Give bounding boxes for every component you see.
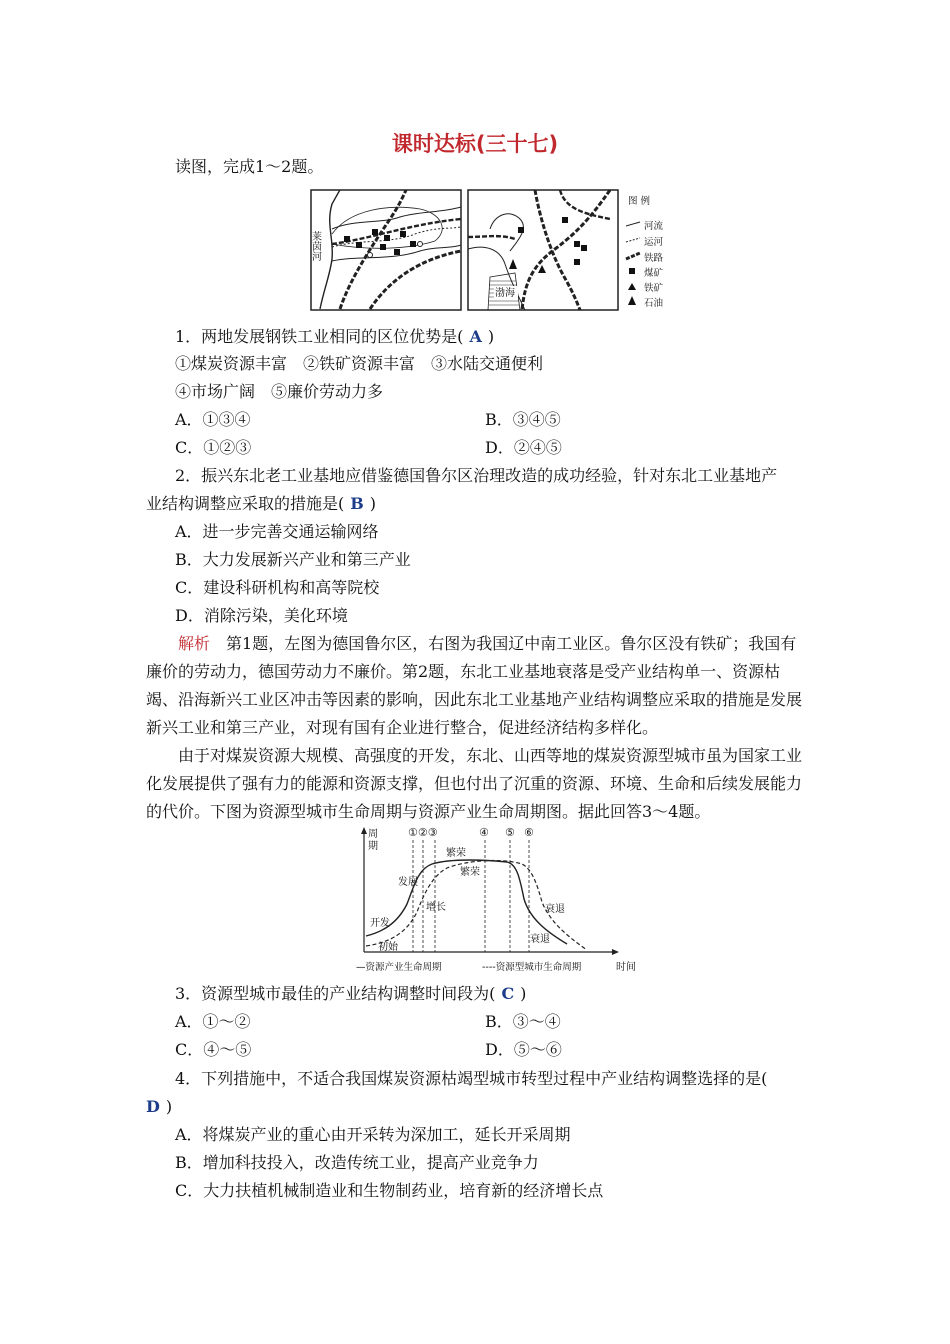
legend-canal: 运河 — [644, 237, 664, 248]
legend-title: 图 例 — [628, 196, 651, 207]
q3-option-c: C．④～⑤ — [175, 1040, 252, 1059]
q2-option-d: D．消除污染，美化环境 — [175, 606, 348, 625]
marker-1-2-3: ①②③ — [408, 826, 438, 839]
q1-option-c: C．①②③ — [175, 438, 252, 457]
phase-growth: 增长 — [426, 902, 446, 913]
intro-3-4: 由于对煤炭资源大规模、高强度的开发，东北、山西等地的煤炭资源型城市虽为国家工业化发展提供了强有力的能源和资源支撑，但也付出了沉重的资源、环境、生命和后续发展能力的代价。下图为资源型城市生命周期与资源产业生命周期图。据此回答3～4题。 — [146, 746, 803, 821]
legend-river: 河流 — [644, 221, 664, 232]
phase-decline-2: 衰退 — [530, 934, 550, 945]
liaoning-map — [468, 190, 618, 310]
bohai-label: 渤海 — [495, 288, 515, 299]
q4-option-a: A．将煤炭产业的重心由开采转为深加工，延长开采周期 — [175, 1125, 571, 1144]
q4-stem: 4．下列措施中，不适合我国煤炭资源枯竭型城市转型过程中产业结构调整选择的是( — [175, 1069, 768, 1088]
phase-prosper-1: 繁荣 — [446, 848, 466, 859]
phase-decline-1: 衰退 — [545, 904, 565, 915]
marker-6: ⑥ — [524, 826, 534, 839]
maps-figure — [310, 189, 670, 313]
phase-prosper-2: 繁荣 — [460, 867, 480, 878]
marker-4: ④ — [479, 826, 489, 839]
q3-option-d: D．⑤～⑥ — [485, 1040, 562, 1059]
q2-stem-2: 业结构调整应采取的措施是( B ) — [146, 494, 377, 513]
q1-items-2: ④市场广阔 ⑤廉价劳动力多 — [175, 382, 384, 401]
q2-option-c: C．建设科研机构和高等院校 — [175, 578, 380, 597]
x-label: 时间 — [616, 962, 636, 973]
legend-solid: —资源产业生命周期 — [356, 962, 442, 973]
legend-coal: 煤矿 — [644, 268, 664, 279]
q4-answer: D — [146, 1097, 160, 1116]
q4-answer-line: D ) — [146, 1097, 173, 1116]
lifecycle-chart — [352, 824, 636, 980]
intro-1-2: 读图，完成1～2题。 — [175, 157, 324, 176]
q3-option-a: A．①～② — [175, 1012, 251, 1031]
q1-option-a: A．①③④ — [175, 410, 251, 429]
analysis: 解析 第1题，左图为德国鲁尔区，右图为我国辽中南工业区。鲁尔区没有铁矿；我国有廉价的劳动力，德国劳动力不廉价。第2题，东北工业基地衰落是受产业结构单一、资源枯竭、沿海新兴工业区冲击等因素的影响，因此东北工业基地产业结构调整应采取的措施是发展新兴工业和第三产业，对现有国有企业进行整合，促进经济结构多样化。 — [146, 634, 803, 737]
rhine-label: 莱茵河 — [309, 231, 321, 261]
q1-option-b: B．③④⑤ — [485, 410, 561, 429]
legend-dashed: ----资源型城市生命周期 — [482, 962, 582, 973]
q1-answer: A — [469, 327, 482, 346]
y-label-1: 周 — [368, 829, 378, 840]
page-title: 课时达标(三十七) — [391, 132, 559, 156]
phase-initial: 初始 — [378, 942, 398, 953]
q1-stem: 1．两地发展钢铁工业相同的区位优势是( A ) — [175, 327, 495, 346]
phase-develop: 发展 — [398, 877, 418, 888]
q1-option-d: D．②④⑤ — [485, 438, 562, 457]
q4-option-b: B．增加科技投入，改造传统工业，提高产业竞争力 — [175, 1153, 539, 1172]
marker-5: ⑤ — [505, 826, 515, 839]
q2-option-b: B．大力发展新兴产业和第三产业 — [175, 550, 411, 569]
legend-oil: 石油 — [644, 298, 664, 309]
q2-stem-1: 2．振兴东北老工业基地应借鉴德国鲁尔区治理改造的成功经验，针对东北工业基地产 — [175, 466, 778, 485]
q1-items-1: ①煤炭资源丰富 ②铁矿资源丰富 ③水陆交通便利 — [175, 354, 544, 373]
q3-answer: C — [501, 984, 515, 1003]
analysis-label: 解析 — [178, 634, 211, 653]
q2-answer: B — [350, 494, 364, 513]
legend-railway: 铁路 — [644, 253, 664, 264]
map-legend — [626, 195, 664, 309]
y-label-2: 期 — [368, 841, 378, 852]
ruhr-map — [310, 190, 462, 310]
q2-option-a: A．进一步完善交通运输网络 — [175, 522, 379, 541]
phase-develop-early: 开发 — [370, 918, 390, 929]
legend-iron: 铁矿 — [644, 283, 664, 294]
q3-option-b: B．③～④ — [485, 1012, 561, 1031]
q4-option-c: C．大力扶植机械制造业和生物制药业，培育新的经济增长点 — [175, 1181, 604, 1200]
q3-stem: 3．资源型城市最佳的产业结构调整时间段为( C ) — [175, 984, 527, 1003]
